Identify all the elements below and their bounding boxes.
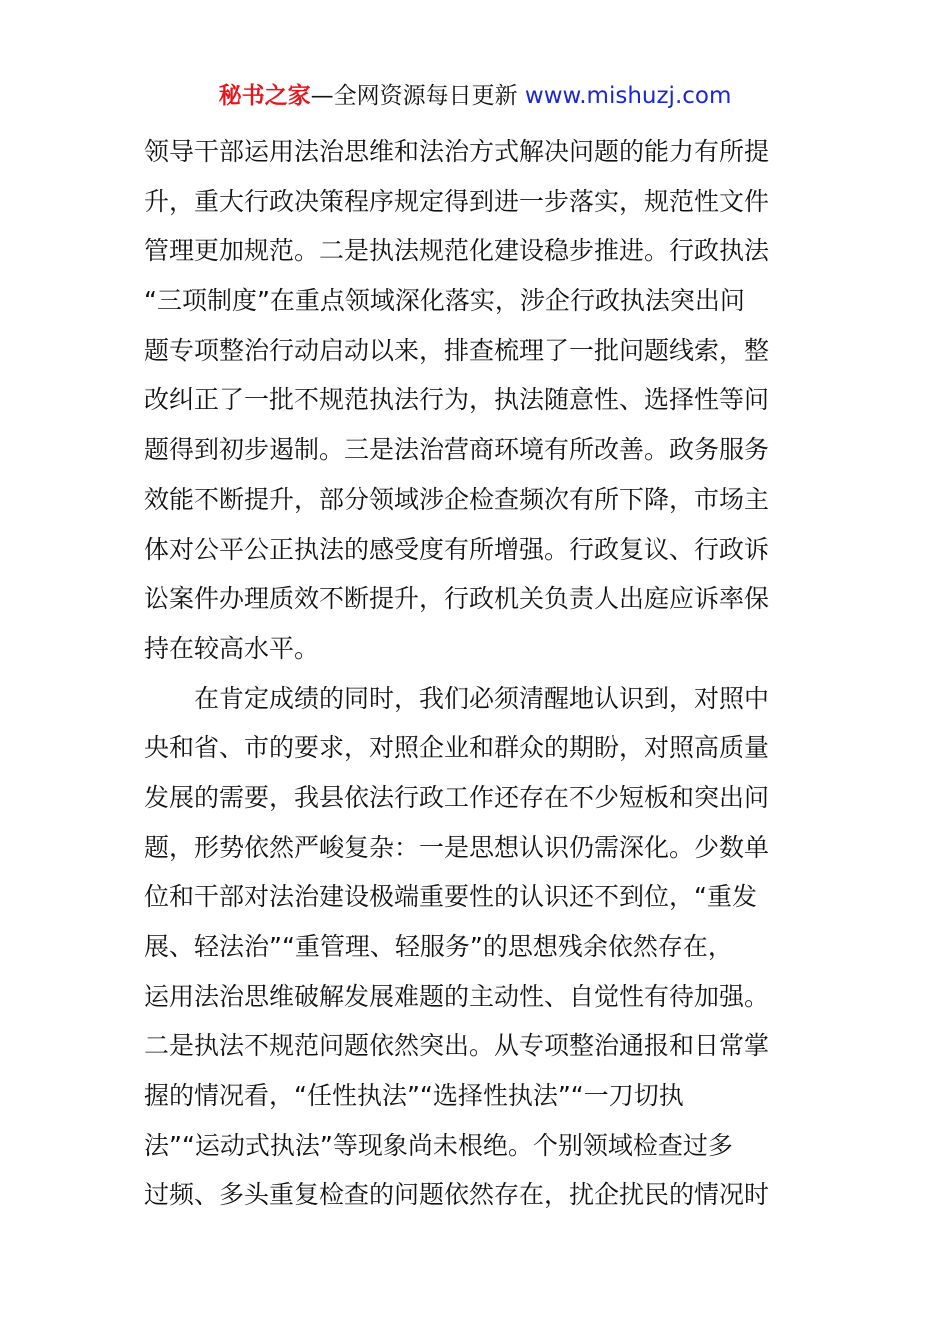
text-line: 发展的需要，我县依法行政工作还存在不少短板和突出问 — [144, 782, 770, 812]
text-line: 管理更加规范。二是执法规范化建设稳步推进。行政执法 — [144, 236, 770, 266]
text-line: 改纠正了一批不规范执法行为，执法随意性、选择性等问 — [144, 385, 770, 415]
text-line: 体对公平公正执法的感受度有所增强。行政复议、行政诉 — [144, 534, 770, 564]
text-line: 领导干部运用法治思维和法治方式解决问题的能力有所提 — [144, 137, 770, 166]
body-text — [144, 127, 808, 1220]
text-line: 位和干部对法治建设极端重要性的认识还不到位，“重发 — [144, 882, 757, 912]
text-line: 运用法治思维破解发展难题的主动性、自觉性有待加强。 — [144, 981, 770, 1011]
page-header — [0, 78, 950, 114]
text-line: “三项制度”在重点领域深化落实，涉企行政执法突出问 — [144, 286, 745, 316]
text-line: 展、轻法治”“重管理、轻服务”的思想残余依然存在， — [144, 932, 733, 961]
header-site-link[interactable]: www.mishuzj.com — [524, 83, 732, 109]
text-line: 讼案件办理质效不断提升，行政机关负责人出庭应诉率保 — [144, 584, 770, 614]
text-line: 过频、多头重复检查的问题依然存在，扰企扰民的情况时 — [144, 1180, 770, 1210]
header-tagline: —全网资源每日更新 — [310, 83, 525, 109]
header-brand: 秘书之家 — [218, 83, 311, 109]
text-line: 央和省、市的要求，对照企业和群众的期盼，对照高质量 — [144, 733, 770, 763]
paragraph-first-line: 在肯定成绩的同时，我们必须清醒地认识到，对照中 — [194, 683, 770, 713]
text-line: 持在较高水平。 — [144, 633, 320, 663]
text-line: 握的情况看，“任性执法”“选择性执法”“一刀切执 — [144, 1081, 684, 1111]
text-line: 升，重大行政决策程序规定得到进一步落实，规范性文件 — [144, 186, 770, 216]
text-line: 题，形势依然严峻复杂：一是思想认识仍需深化。少数单 — [144, 832, 770, 862]
text-line: 二是执法不规范问题依然突出。从专项整治通报和日常掌 — [144, 1031, 770, 1061]
text-line: 效能不断提升，部分领域涉企检查频次有所下降，市场主 — [144, 484, 770, 514]
text-line: 题得到初步遏制。三是法治营商环境有所改善。政务服务 — [144, 435, 770, 465]
text-line: 题专项整治行动启动以来，排查梳理了一批问题线索，整 — [144, 335, 770, 365]
text-line: 法”“运动式执法”等现象尚未根绝。个别领域检查过多 — [144, 1130, 733, 1160]
